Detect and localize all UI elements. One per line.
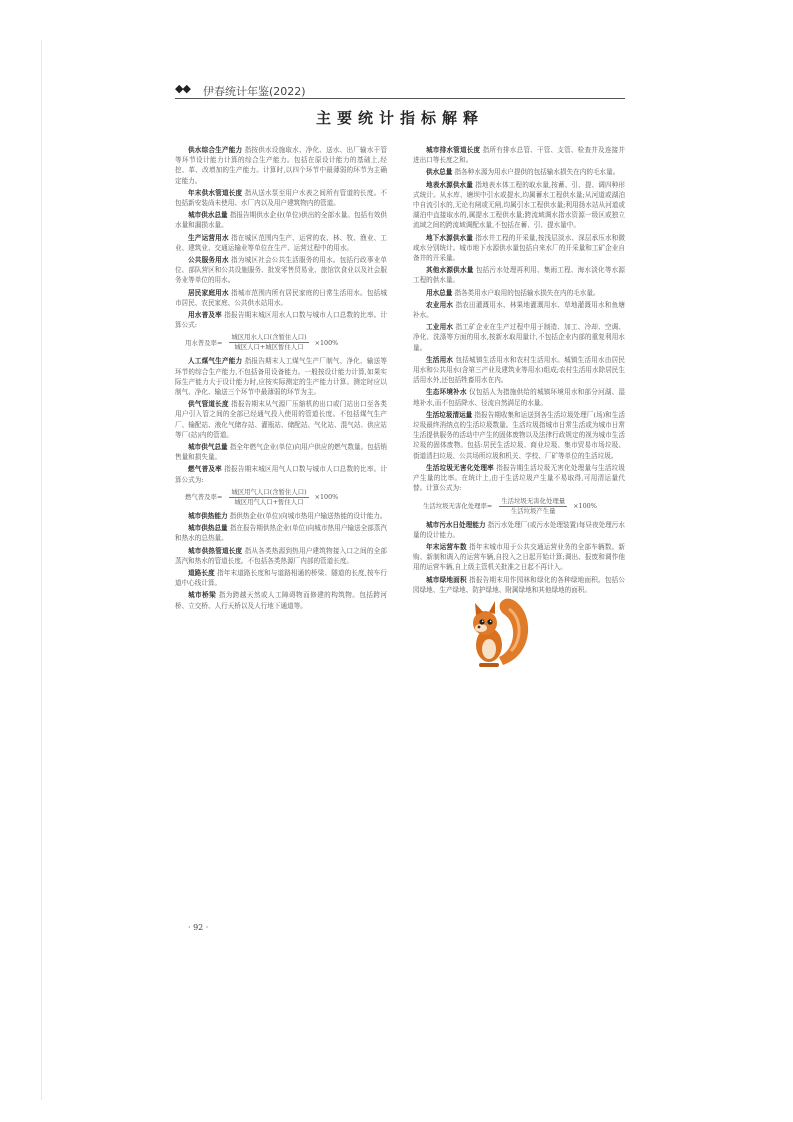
definition-text: 指水井工程的开采量,按浅层淡水、深层承压水和微咸水分别统计。城市地下水源供水量包括自来水厂的开采量和工矿企业自备井的开采量。 — [413, 233, 625, 263]
definition-text: 指从各类热源到热用户建筑物接入口之间的全部蒸汽和热水的管道长度。不包括各类热源厂内部的管道长度。 — [175, 546, 388, 565]
term-label: 年末运营车数 — [426, 542, 467, 551]
definition-text: 指所有排水总管、干管、支管、检查井及连接井进出口等长度之和。 — [413, 146, 626, 165]
definition-text: 指从送水泵至用户水表之间所有管道的长度。不包括新安装尚未使用、水厂内以及用户建筑物内的管道。 — [175, 188, 388, 208]
term-label: 生产运营用水 — [188, 233, 229, 242]
definition-text: 指报告期生活垃圾无害化处理量与生活垃圾产生量的比率。在统计上,由于生活垃圾产生量不易取得,可用清运量代替。计算公式为: — [413, 463, 626, 493]
formula-numerator: 生活垃圾无害化处理量 — [501, 496, 566, 505]
diamond-marker-icon: ◆◆ — [175, 82, 190, 95]
running-header — [175, 82, 625, 100]
formula-multiplier: ×100% — [573, 501, 597, 510]
yearbook-title: 伊春统计年鉴(2022) — [203, 85, 306, 98]
definition-text: 指报告期末城区用气人口数与城市人口总数的比率。计算公式为: — [175, 465, 387, 484]
definition-paragraph — [413, 355, 625, 386]
term-label: 生活垃圾无害化处理率 — [426, 463, 494, 472]
definition-paragraph — [413, 145, 625, 165]
definition-paragraph — [413, 167, 625, 177]
definition-paragraph — [413, 542, 625, 573]
definition-paragraph — [175, 145, 387, 186]
term-label: 供水综合生产能力 — [188, 146, 243, 154]
formula-denominator: 城区人口+城区暂住人口 — [234, 343, 304, 352]
definition-paragraph — [413, 180, 625, 231]
definition-text: 指年末道路长度和与道路相通的桥梁、隧道的长度,按车行道中心线计算。 — [175, 568, 387, 588]
definition-paragraph — [175, 399, 387, 440]
definition-text: 指污水处理厂(或污水处理装置)每昼夜处理污水量的设计能力。 — [413, 520, 625, 539]
definition-text: 指在城区范围内生产、运营的农、林、牧、渔业、工业、建筑业、交通运输业等单位在生产、运营过程中的用水。 — [175, 233, 388, 252]
definition-paragraph — [413, 387, 625, 407]
formula-lhs: 生活垃圾无害化处理率= — [423, 501, 493, 510]
definition-text: 指报告期供水企业(单位)供出的全部水量。包括有效供水量和漏损水量。 — [175, 211, 387, 230]
page-title: 主要统计指标解释 — [315, 109, 484, 127]
definition-paragraph — [175, 464, 387, 484]
term-label: 地表水源供水量 — [426, 180, 473, 189]
definition-paragraph — [175, 188, 387, 208]
term-label: 燃气普及率 — [188, 465, 222, 474]
term-label: 公共服务用水 — [188, 256, 229, 265]
term-label: 城市供水总量 — [188, 211, 228, 220]
term-label: 城市供热总量 — [188, 524, 228, 533]
formula-multiplier: ×100% — [314, 493, 339, 502]
definition-paragraph — [175, 442, 387, 462]
term-label: 其他水源供水量 — [426, 266, 474, 275]
formula-denominator: 城区用气人口+暂住人口 — [234, 497, 304, 506]
definition-text: 指农田灌溉用水、林果地灌溉用水、草地灌溉用水和鱼塘补水。 — [413, 300, 626, 320]
definition-text: 指报告期末城区用水人口数与城市人口总数的比率。计算公式: — [175, 311, 387, 330]
term-label: 城市桥梁 — [188, 591, 217, 600]
term-label: 居民家庭用水 — [188, 288, 229, 297]
formula-numerator: 城区用气人口(含暂住人口) — [231, 487, 307, 496]
term-label: 城市供气总量 — [188, 443, 228, 452]
page-number: · 92 · — [188, 923, 209, 932]
definition-text: 指供热企业(单位)向城市热用户输送热能的设计能力。 — [229, 511, 387, 520]
definition-text: 指按供水设施取水、净化、送水、出厂输水干管等环节设计能力计算的综合生产能力。包括在原设计能力的基础上,经挖、革、改增加的生产能力。计算时,以四个环节中最薄弱的环节为主确定能力。 — [175, 146, 388, 185]
right-column — [413, 145, 625, 597]
definition-text: 包括城镇生活用水和农村生活用水。城镇生活用水由居民用水和公共用水(含第三产业及建筑业等用水)组成;农村生活用水除居民生活用水外,还包括牲畜用水在内。 — [413, 355, 626, 385]
definition-paragraph — [175, 310, 387, 330]
definition-text: 指工矿企业在生产过程中用于制造、加工、冷却、空调、净化、洗涤等方面的用水,按新水取用量计,不包括企业内部的重复利用水量。 — [413, 323, 626, 352]
definition-paragraph — [175, 233, 387, 253]
formula — [185, 488, 387, 507]
definition-text: 指为城区社会公共生活服务的用水。包括行政事业单位、部队营区和公共设施服务、批发零售贸易业、旅馆饮食业以及社会服务业等单位的用水。 — [175, 256, 388, 285]
term-label: 城市污水日处理能力 — [426, 520, 486, 529]
term-label: 供气管道长度 — [188, 400, 229, 409]
term-label: 城市绿地面积 — [426, 575, 467, 584]
squirrel-mascot-icon — [463, 595, 533, 670]
term-label: 用水普及率 — [188, 311, 222, 320]
definition-paragraph — [413, 265, 625, 285]
definition-paragraph — [413, 300, 625, 320]
term-label: 生态环境补水 — [426, 388, 467, 397]
definition-paragraph — [413, 520, 625, 540]
definition-text: 指各类用水户取用的包括输水损失在内的毛水量。 — [454, 288, 600, 297]
formula-lhs: 用水普及率= — [185, 338, 223, 347]
left-column — [175, 145, 387, 613]
formula-fraction — [499, 497, 567, 516]
definition-text: 指报告期收集和运送到各生活垃圾处理厂(场)和生活垃圾最终消纳点的生活垃圾数量。生活垃圾指城市日常生活或为城市日常生活提供服务的活动中产生的固体废物以及法律行政规定的视为城市生活垃圾的固体废物。包括:居民生活垃圾、商业垃圾、集市贸易市场垃圾、街道清扫垃圾、公共场所垃圾和机关、学校、厂矿等单位的生活垃圾。 — [413, 410, 625, 460]
term-label: 工业用水 — [426, 323, 454, 332]
definition-paragraph — [413, 322, 625, 353]
definition-text: 指各种水源为用水户提供的包括输水损失在内的毛水量。 — [454, 168, 620, 177]
term-label: 道路长度 — [188, 568, 215, 577]
formula-multiplier: ×100% — [314, 338, 339, 347]
definition-paragraph — [175, 288, 387, 308]
definition-paragraph — [175, 546, 387, 566]
term-label: 人工煤气生产能力 — [188, 357, 243, 366]
definition-text: 指地表水体工程的取水量,按蓄、引、提、调四种形式统计。从水库、塘坝中引水或提水,均属蓄水工程供水量;从河道或湖泊中自流引水的,无论有闸或无闸,均属引水工程供水量;利用扬水站从河道或湖泊中直接取水的,属提水工程供水量;跨流域调水指水资源一级区或独立流域之间的跨流域调配水量,不包括在蓄、引、提水量中。 — [413, 180, 625, 230]
definition-paragraph — [413, 410, 625, 461]
definition-text: 指在报告期供热企业(单位)向城市热用户输送全部蒸汽和热水的总热量。 — [175, 524, 387, 543]
term-label: 年末供水管道长度 — [188, 188, 243, 197]
formula-denominator: 生活垃圾产生量 — [510, 506, 556, 515]
definition-text: 包括污水处理再利用、集雨工程、海水淡化等水源工程的供水量。 — [413, 266, 625, 285]
term-label: 用水总量 — [426, 288, 453, 297]
definition-paragraph — [175, 356, 387, 397]
definition-text: 指城市范围内所有居民家庭的日常生活用水。包括城市居民、农民家庭、公共供水站用水。 — [175, 288, 388, 307]
term-label: 城市供热能力 — [188, 511, 228, 520]
definition-text: 指报告期末从气源厂压缩机的出口或门站出口至各类用户引入管之间的全部已经通气投入使用的管道长度。不包括煤气生产厂、输配站、液化气储存站、灌瓶站、储配站、气化站、混气站、供应站等厂(站)内的管道。 — [175, 400, 388, 439]
definition-text: 指报告期末用作园林和绿化的各种绿地面积。包括公园绿地、生产绿地、防护绿地、附属绿地和其他绿地的面积。 — [413, 575, 626, 594]
definition-text: 指年末城市用于公共交通运营业务的全部车辆数。新购、新制和调入的运营车辆,自投入之日起开始计算;调出、报废和调作他用的运营车辆,自上级主管机关批准之日起不再计入。 — [413, 542, 626, 572]
definition-paragraph — [413, 233, 625, 264]
formula-fraction — [229, 488, 308, 507]
definition-paragraph — [175, 568, 387, 588]
definition-paragraph — [175, 590, 387, 610]
term-label: 生活垃圾清运量 — [426, 410, 473, 419]
definition-text: 指报告期末人工煤气生产厂制气、净化、输送等环节的综合生产能力,不包括备用设备能力。一般按设计能力计算,如果实际生产能力大于设计能力时,应按实际测定的生产能力计算。测定时应以制气、净化、输送三个环节中最薄弱的环节为主。 — [175, 357, 388, 397]
formula-numerator: 城区用水人口(含暂住人口) — [231, 333, 307, 342]
term-label: 地下水源供水量 — [426, 233, 473, 242]
header-rule — [175, 98, 625, 99]
term-label: 供水总量 — [426, 168, 453, 177]
term-label: 城市排水管道长度 — [426, 146, 481, 154]
formula — [185, 333, 387, 352]
definition-text: 指全年燃气企业(单位)向用户供应的燃气数量。包括销售量和损失量。 — [175, 443, 387, 462]
page-edge-line — [41, 40, 42, 1100]
term-label: 城市供热管道长度 — [188, 546, 243, 555]
formula-lhs: 燃气普及率= — [185, 493, 223, 502]
term-label: 农业用水 — [426, 300, 454, 309]
definition-paragraph — [175, 511, 387, 521]
formula-fraction — [229, 333, 308, 352]
definition-paragraph — [413, 575, 625, 595]
definition-paragraph — [175, 523, 387, 543]
definition-paragraph — [175, 210, 387, 230]
definition-paragraph — [413, 463, 625, 494]
definition-paragraph — [413, 288, 625, 298]
definition-text: 仅包括人为措施供给的城镇环境用水和部分河湖、湿地补水,而不包括降水、径流自然满足的水量。 — [413, 388, 626, 407]
definition-paragraph — [175, 255, 387, 286]
definition-text: 指为跨越天然或人工障碍物而修建的构筑物。包括跨河桥、立交桥、人行天桥以及人行地下通道等。 — [175, 591, 388, 610]
formula — [423, 497, 625, 516]
term-label: 生活用水 — [426, 355, 454, 364]
